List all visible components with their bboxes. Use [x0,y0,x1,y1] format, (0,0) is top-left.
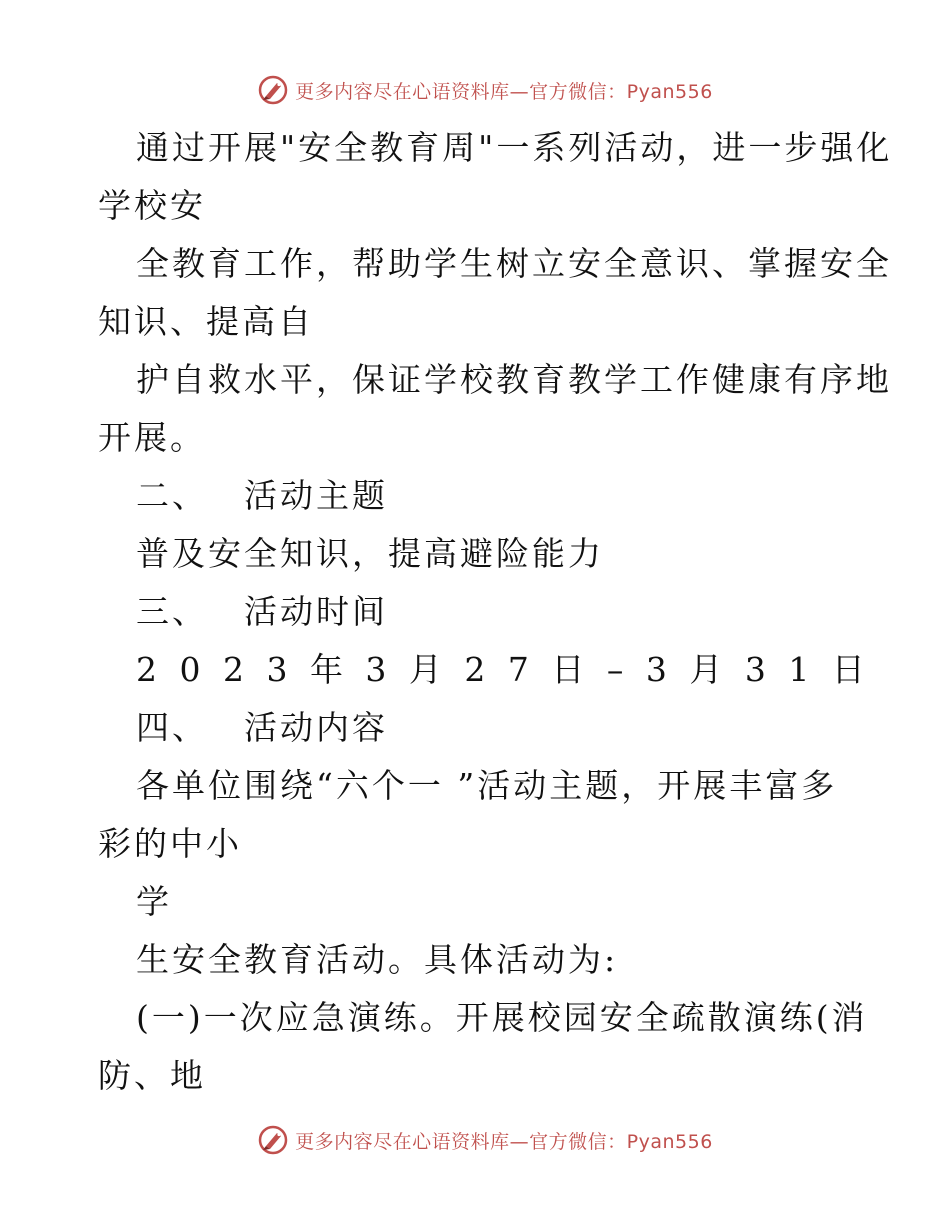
section-number: 三、 [136,592,208,631]
section-number: 二、 [136,476,208,515]
pen-logo-icon [257,1124,289,1156]
paragraph-line: 护自救水平，保证学校教育教学工作健康有序地 [136,360,892,399]
paragraph-line: 通过开展"安全教育周"一系列活动，进一步强化 [136,128,893,167]
section-title: 活动内容 [244,708,388,747]
section-heading-2 [136,476,388,516]
section-heading-3 [136,592,388,632]
paragraph-line: 学 [136,882,172,921]
watermark-group [257,1124,713,1156]
paragraph-line: 知识、提高自 [98,302,314,341]
section-title: 活动时间 [244,592,388,631]
paragraph-line: 开展。 [98,418,206,457]
paragraph-line: (一)一次应急演练。开展校园安全疏散演练(消 [136,998,868,1037]
paragraph-line: 全教育工作，帮助学生树立安全意识、掌握安全 [136,244,892,283]
section-number: 四、 [136,708,208,747]
watermark-text: 更多内容尽在心语资料库—官方微信：Pyan556 [295,1130,713,1153]
paragraph-line: 各单位围绕“六个一 ”活动主题，开展丰富多 [136,766,838,805]
paragraph-line: 彩的中小 [98,824,242,863]
paragraph-line: 生安全教育活动。具体活动为: [136,940,619,979]
watermark-text: 更多内容尽在心语资料库—官方微信：Pyan556 [295,80,713,103]
paragraph-line: 普及安全知识，提高避险能力 [136,534,604,573]
date-line: 2 0 2 3 年 3 月 2 7 日 – 3 月 3 1 日 [136,650,871,689]
paragraph-line: 防、地 [98,1056,206,1095]
footer-watermark [0,1120,950,1160]
section-heading-4 [136,708,388,748]
paragraph-line: 学校安 [98,186,206,225]
section-title: 活动主题 [244,476,388,515]
